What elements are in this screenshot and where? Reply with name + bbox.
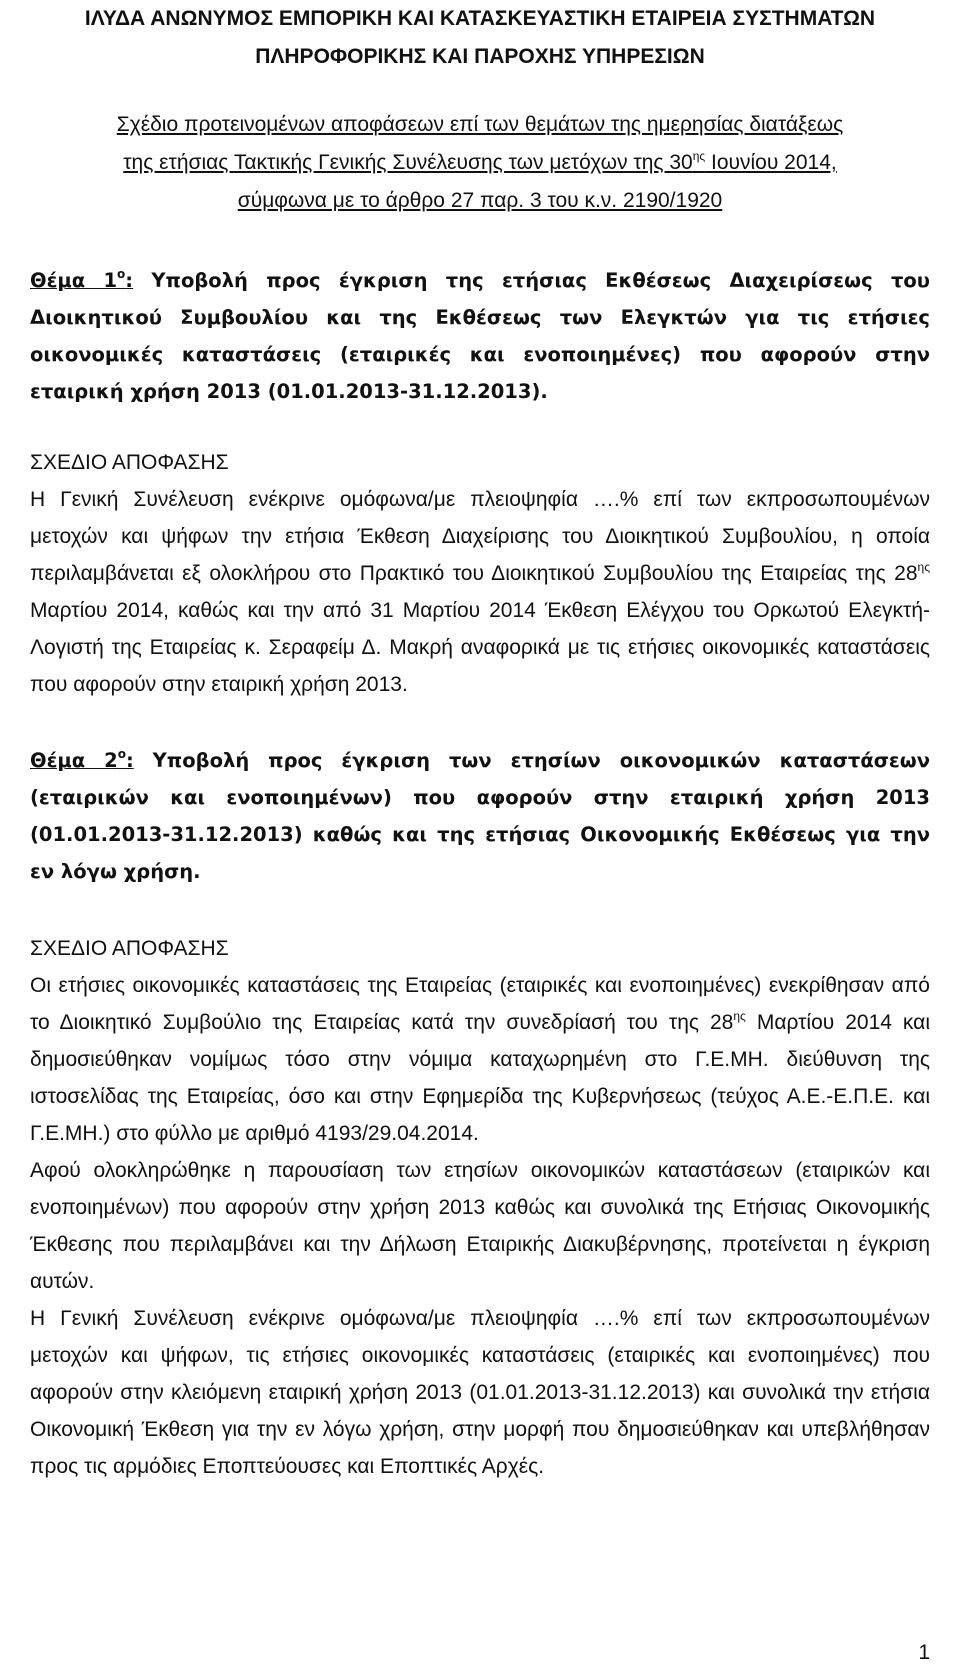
- company-name-line-1: ΙΛΥΔΑ ΑΝΩΝΥΜΟΣ ΕΜΠΟΡΙΚΗ ΚΑΙ ΚΑΤΑΣΚΕΥΑΣΤΙΚΗ ΕΤΑΙΡΕΙΑ ΣΥΣΤΗΜΑΤΩΝ: [84, 7, 876, 30]
- topic-1-decision-end: Μαρτίου 2014, καθώς και την από 31 Μαρτίου 2014 Έκθεση Ελέγχου του Ορκωτού Ελεγκτή-Λογιστή της Εταιρείας κ. Σεραφείμ Δ. Μακρή αναφορικά με τις ετήσιες οικονομικές καταστάσεις που αφορούν στην εταιρική χρήση 2013.: [30, 599, 930, 696]
- topic-1-label-text: Θέμα 1: [30, 269, 118, 292]
- topic-2-decision-title: ΣΧΕΔΙΟ ΑΠΟΦΑΣΗΣ: [30, 937, 229, 960]
- topic-1-label-ordinal: ο: [117, 267, 126, 281]
- company-name-line-2: ΠΛΗΡΟΦΟΡΙΚΗΣ ΚΑΙ ΠΑΡΟΧΗΣ ΥΠΗΡΕΣΙΩΝ: [255, 45, 705, 68]
- topic-2-paragraph-1-ordinal: ης: [733, 1009, 746, 1023]
- topic-1-label: [30, 269, 133, 292]
- topic-2-label-text: Θέμα 2: [30, 749, 118, 772]
- plan-line-2-start: της ετήσιας Τακτικής Γενικής Συνέλευσης των μετόχων της 30: [123, 151, 693, 174]
- plan-heading: [30, 106, 930, 220]
- plan-line-2-end: Ιουνίου 2014,: [705, 151, 837, 174]
- topic-1-decision-start: Η Γενική Συνέλευση ενέκρινε ομόφωνα/με πλειοψηφία ….% επί των εκπροσωπουμένων μετοχών και ψήφων την ετήσια Έκθεση Διαχείρισης του Διοικητικού Συμβουλίου, η οποία περιλαμβάνεται εξ ολοκλήρου στο Πρακτικό του Διοικητικού Συμβουλίου της Εταιρείας της 28: [30, 488, 930, 585]
- topic-2-text: Υποβολή προς έγκριση των ετησίων οικονομικών καταστάσεων (εταιρικών και ενοποιημένων) που αφορούν στην εταιρική χρήση 2013 (01.01.2013-31.12.2013) καθώς και της ετήσιας Οικονομικής Εκθέσεως για την εν λόγω χρήση.: [30, 749, 930, 883]
- document-page: [30, 0, 930, 1673]
- topic-1-decision-text: [30, 481, 930, 703]
- topic-2-paragraph-1-end: Μαρτίου 2014 και δημοσιεύθηκαν νομίμως τόσο στην νόμιμα καταχωρημένη στο Γ.Ε.ΜΗ. διεύθυνση της ιστοσελίδας της Εταιρείας, όσο και στην Εφημερίδα της Κυβερνήσεως (τεύχος Α.Ε.-Ε.Π.Ε. και Γ.Ε.ΜΗ.) στο φύλλο με αριθμό 4193/29.04.2014.: [30, 1011, 930, 1145]
- topic-2-heading: [30, 742, 930, 890]
- topic-2-paragraph-1-start: Οι ετήσιες οικονομικές καταστάσεις της Εταιρείας (εταιρικές και ενοποιημένες) ενεκρίθησαν από το Διοικητικό Συμβούλιο της Εταιρείας κατά την συνεδρίασή του της 28: [30, 974, 930, 1034]
- plan-line-2-ordinal: ης: [692, 149, 706, 163]
- topic-1-label-colon: :: [125, 269, 134, 292]
- topic-2-label-colon: :: [125, 749, 134, 772]
- topic-2-decision-paragraph-1: [30, 967, 930, 1152]
- plan-heading-line-3: σύμφωνα με το άρθρο 27 παρ. 3 του κ.ν. 2190/1920: [237, 189, 723, 212]
- plan-heading-line-2: [30, 144, 930, 182]
- topic-2-decision-paragraph-2: Αφού ολοκληρώθηκε η παρουσίαση των ετησίων οικονομικών καταστάσεων (εταιρικών και ενοποιημένων) που αφορούν στην χρήση 2013 καθώς και συνολικά της Ετήσιας Οικονομικής Έκθεσης που περιλαμβάνει και την Δήλωση Εταιρικής Διακυβέρνησης, προτείνεται η έγκριση αυτών.: [30, 1159, 930, 1293]
- page-number: 1: [918, 1641, 930, 1664]
- plan-heading-line-1: Σχέδιο προτεινομένων αποφάσεων επί των θεμάτων της ημερησίας διατάξεως: [116, 113, 844, 136]
- topic-1-decision-ordinal: ης: [917, 560, 930, 574]
- company-name: [30, 0, 930, 76]
- topic-1-heading: [30, 262, 930, 410]
- topic-1-decision-title: ΣΧΕΔΙΟ ΑΠΟΦΑΣΗΣ: [30, 451, 229, 474]
- topic-1-text: Υποβολή προς έγκριση της ετήσιας Εκθέσεως Διαχειρίσεως του Διοικητικού Συμβουλίου και της Εκθέσεως των Ελεγκτών για τις ετήσιες οικονομικές καταστάσεις (εταιρικές και ενοποιημένες) που αφορούν στην εταιρική χρήση 2013 (01.01.2013-31.12.2013).: [30, 269, 930, 403]
- topic-2-label-ordinal: ο: [117, 747, 126, 761]
- topic-2-decision-paragraph-3: Η Γενική Συνέλευση ενέκρινε ομόφωνα/με πλειοψηφία ….% επί των εκπροσωπουμένων μετοχών και ψήφων, τις ετήσιες οικονομικές καταστάσεις (εταιρικές και ενοποιημένες) που αφορούν στην κλειόμενη εταιρική χρήση 2013 (01.01.2013-31.12.2013) και συνολικά την ετήσια Οικονομική Έκθεση για την εν λόγω χρήση, στην μορφή που δημοσιεύθηκαν και υπεβλήθησαν προς τις αρμόδιες Εποπτεύουσες και Εποπτικές Αρχές.: [30, 1307, 930, 1478]
- topic-2-label: [30, 749, 134, 772]
